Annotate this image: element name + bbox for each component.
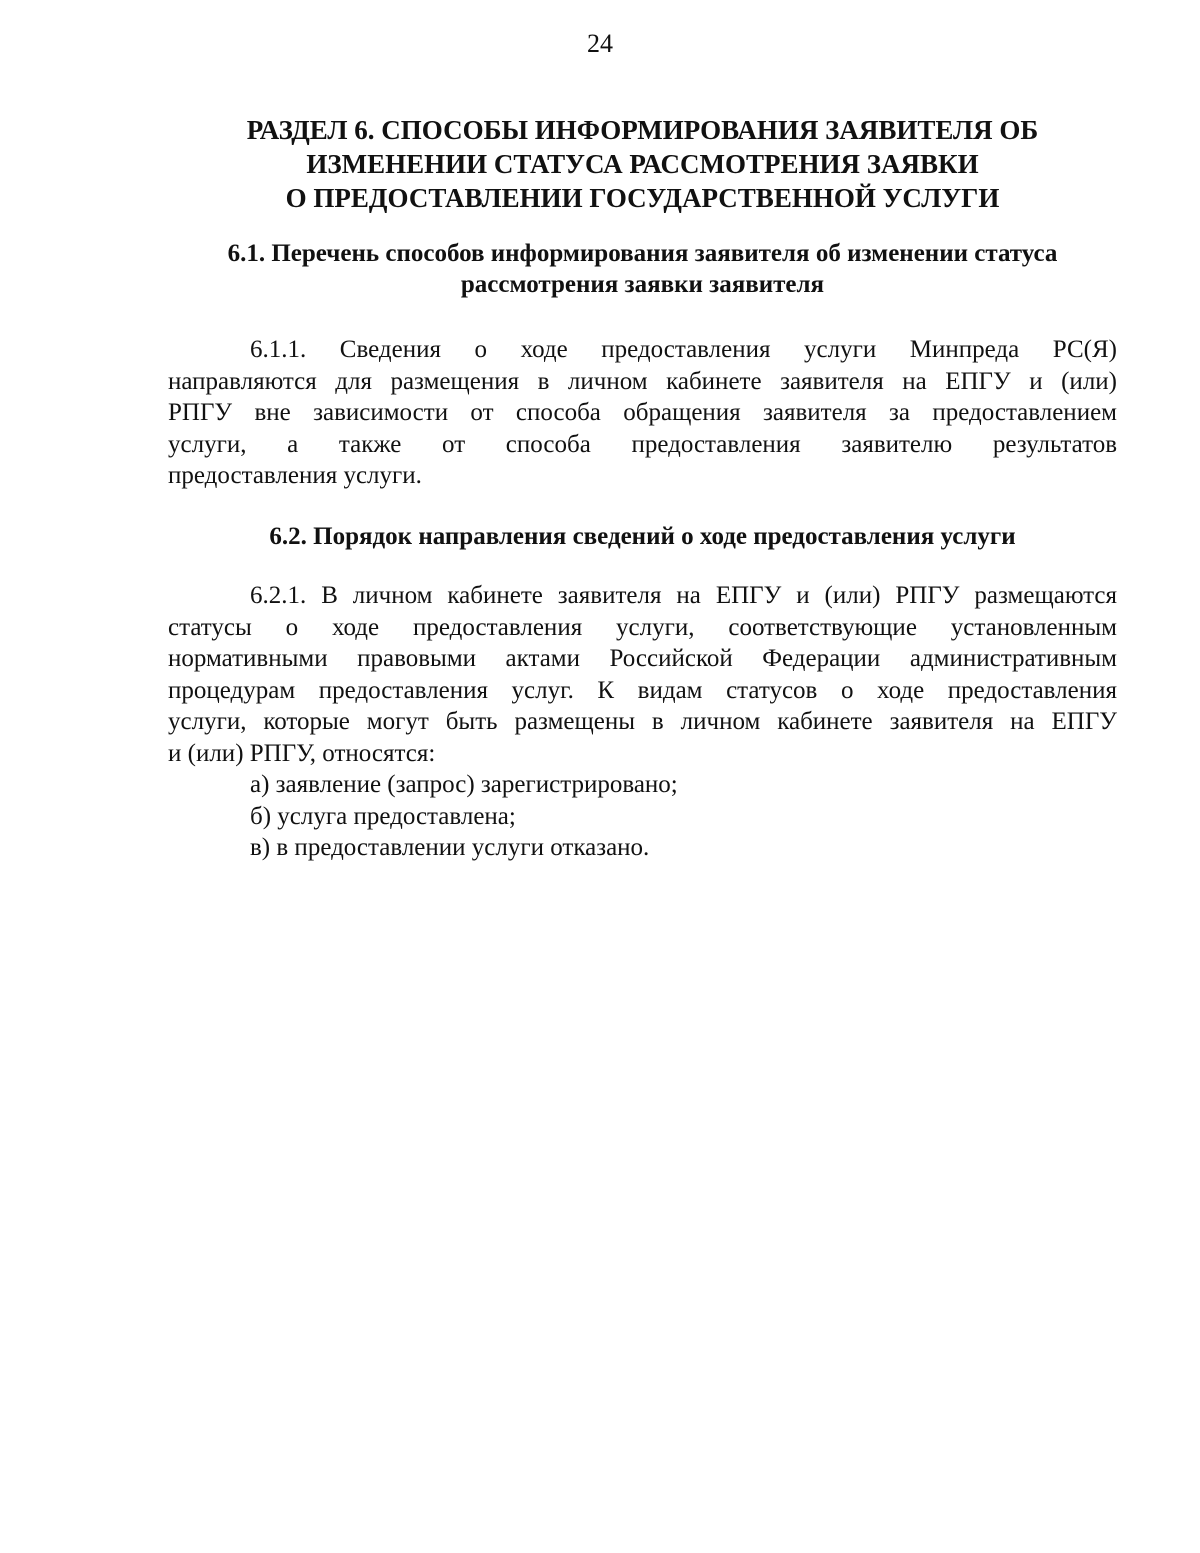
paragraph-line: 6.1.1. Сведения о ходе предоставления услуги Минпреда РС(Я) — [250, 336, 1117, 363]
heading-line: 6.2. Порядок направления сведений о ходе предоставления услуги — [269, 523, 1016, 550]
paragraph-line: статусы о ходе предоставления услуги, соответствующие установленным — [168, 613, 1117, 641]
paragraph-6-2-1 — [168, 580, 1117, 769]
paragraph-line: 6.2.1. В личном кабинете заявителя на ЕПГУ и (или) РПГУ размещаются — [250, 582, 1117, 609]
paragraph-line: направляются для размещения в личном кабинете заявителя на ЕПГУ и (или) — [168, 367, 1117, 395]
page-number: 24 — [587, 29, 613, 58]
section-title-line: О ПРЕДОСТАВЛЕНИИ ГОСУДАРСТВЕННОЙ УСЛУГИ — [285, 183, 1000, 213]
paragraph-line: и (или) РПГУ, относятся: — [168, 739, 436, 767]
paragraph-line: процедурам предоставления услуг. К видам статусов о ходе предоставления — [168, 676, 1117, 704]
list-item: а) заявление (запрос) зарегистрировано; — [250, 771, 678, 798]
section-title — [170, 113, 1115, 215]
heading-line: 6.1. Перечень способов информирования заявителя об изменении статуса — [227, 240, 1058, 267]
subsection-heading-6-2 — [170, 521, 1115, 552]
status-list — [250, 769, 1110, 864]
subsection-heading-6-1 — [170, 238, 1115, 300]
paragraph-line: нормативными правовыми актами Российской Федерации административным — [168, 645, 1117, 672]
paragraph-line: РПГУ вне зависимости от способа обращения заявителя за предоставлением — [168, 399, 1117, 426]
section-title-line: ИЗМЕНЕНИИ СТАТУСА РАССМОТРЕНИЯ ЗАЯВКИ — [306, 149, 979, 179]
list-item: б) услуга предоставлена; — [250, 802, 516, 830]
paragraph-line: услуги, а также от способа предоставления заявителю результатов — [168, 430, 1117, 458]
list-item: в) в предоставлении услуги отказано. — [250, 834, 650, 861]
paragraph-6-1-1 — [168, 334, 1117, 492]
paragraph-line: предоставления услуги. — [168, 462, 422, 489]
paragraph-line: услуги, которые могут быть размещены в личном кабинете заявителя на ЕПГУ — [168, 708, 1117, 735]
heading-line: рассмотрения заявки заявителя — [460, 271, 825, 298]
section-title-line: РАЗДЕЛ 6. СПОСОБЫ ИНФОРМИРОВАНИЯ ЗАЯВИТЕЛЯ ОБ — [246, 115, 1039, 145]
